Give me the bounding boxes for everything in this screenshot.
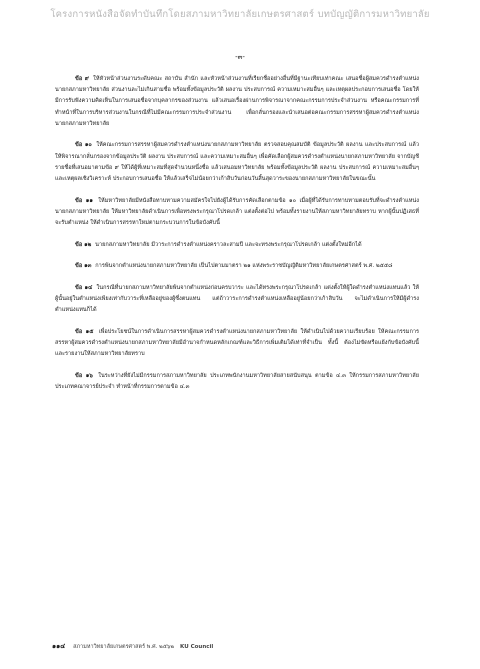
clause-text: ให้คณะกรรมการสรรหาผู้สมควรดำรงตำแหน่งนายกสภามหาวิทยาลัย ตรวจสอบคุณสมบัติ ข้อมูลประวัติ ผลงาน และประสบการณ์ แล้วให้พิจารณากลั่นกรองจากข้อมูลประวัติ ผลงาน ประสบการณ์ และความเหมาะสมอื่นๆ เพื่อคัดเลือกผู้สมควรดำรงตำแหน่งนายกสภามหาวิทยาลัย จากบัญชีรายชื่อที่เสนอมาตามข้อ ๙ ให้ได้ผู้ที่เหมาะสมที่สุดจำนวนหนึ่งชื่อ แล้วเสนอมหาวิทยาลัย พร้อมทั้งข้อมูลประวัติ ผลงาน ประสบการณ์ ความเหมาะสมอื่นๆ และเหตุผลเชิงวิเคราะห์ ประกอบการเสนอชื่อ ให้แล้วเสร็จไม่น้อยกว่าเก้าสิบวันก่อนวันสิ้นสุดวาระของนายกสภามหาวิทยาลัยในขณะนั้น xyxy=(55,142,420,183)
page-footer xyxy=(52,641,432,651)
clause-12 xyxy=(55,240,419,251)
clause-number: ข้อ ๑๑ xyxy=(75,197,93,204)
clause-13 xyxy=(55,261,419,272)
clause-text: ให้มหาวิทยาลัยมีหนังสือทาบทามความสมัครใจไปยังผู้ได้รับการคัดเลือกตามข้อ ๑๐ เมื่อผู้ที่ได้รับการทาบทามตอบรับที่จะดำรงตำแหน่งนายกสภามหาวิทยาลัย ให้มหาวิทยาลัยดำเนินการเพื่อทรงพระกรุณาโปรดเกล้า แต่งตั้งต่อไป พร้อมทั้งรายงานให้สภามหาวิทยาลัยทราบ หากผู้นั้นปฏิเสธที่จะรับตำแหน่ง ให้ดำเนินการสรรหาใหม่ตามกระบวนการในข้อบังคับนี้ xyxy=(55,197,419,227)
footer-text: สภามหาวิทยาลัยเกษตรศาสตร์ พ.ศ. ๒๕๖๒ xyxy=(73,644,175,650)
clause-10 xyxy=(55,140,419,185)
clause-number: ข้อ ๑๐ xyxy=(75,142,92,149)
page-number: -๓- xyxy=(235,53,245,61)
clause-text: การพ้นจากตำแหน่งนายกสภามหาวิทยาลัย เป็นไปตามมาตรา ๒๑ แห่งพระราชบัญญัติมหาวิทยาลัยเกษตรศาสตร์ พ.ศ. ๒๕๕๘ xyxy=(95,263,393,270)
page-header xyxy=(0,0,480,26)
clause-text: ให้หัวหน้าส่วนงานระดับคณะ สถาบัน สำนัก และหัวหน้าส่วนงานที่เรียกชื่ออย่างอื่นที่มีฐานะเทียบเท่าคณะ เสนอชื่อผู้สมควรดำรงตำแหน่งนายกสภามหาวิทยาลัย ส่วนงานละไม่เกินสามชื่อ พร้อมทั้งข้อมูลประวัติ ผลงาน ประสบการณ์ ความเหมาะสมอื่นๆ และเหตุผลประกอบการเสนอชื่อ โดยให้มีการรับฟังความคิดเห็นในการเสนอชื่อจากบุคลากรของส่วนงาน แล้วเสนอเรื่องผ่านการพิจารณาจากคณะกรรมการประจำส่วนงาน หรือคณะกรรมการที่ทำหน้าที่ในการบริหารส่วนงานในกรณีที่ไม่มีคณะกรรมการประจำส่วนงาน เพื่อกลั่นกรองและนำเสนอต่อคณะกรรมการสรรหาผู้สมควรดำรงตำแหน่งนายกสภามหาวิทยาลัย xyxy=(55,76,419,127)
clause-11 xyxy=(55,196,419,230)
clause-number: ข้อ ๑๓ xyxy=(75,263,92,270)
clause-number: ข้อ ๙ xyxy=(75,76,89,82)
clause-16 xyxy=(55,371,419,393)
clause-number: ข้อ ๑๕ xyxy=(75,328,94,335)
clause-text: นายกสภามหาวิทยาลัย มีวาระการดำรงตำแหน่งคราวละสามปี และจะทรงพระกรุณาโปรดเกล้า แต่งตั้งใหม่อีกได้ xyxy=(95,241,362,248)
document-body xyxy=(55,74,419,404)
clause-text: ในกรณีที่นายกสภามหาวิทยาลัยพ้นจากตำแหน่งก่อนครบวาระ และได้ทรงพระกรุณาโปรดเกล้า แต่งตั้งให้ผู้ใดดำรงตำแหน่งแทนแล้ว ให้ผู้นั้นอยู่ในตำแหน่งเพียงเท่ากับวาระที่เหลืออยู่ของผู้ซึ่งตนแทน แต่ถ้าวาระการดำรงตำแหน่งเหลืออยู่น้อยกว่าเก้าสิบวัน จะไม่ดำเนินการให้มีผู้ดำรงตำแหน่งแทนก็ได้ xyxy=(55,284,420,314)
clause-text: ในระหว่างที่ยังไม่มีกรรมการสภามหาวิทยาลัย ประเภทพนักงานมหาวิทยาลัยสายสนับสนุน ตามข้อ ๔.๓ ให้กรรมการสภามหาวิทยาลัย ประเภทคณาจารย์ประจำ ทำหน้าที่กรรมการตามข้อ ๔.๓ xyxy=(55,372,420,390)
clause-number: ข้อ ๑๒ xyxy=(75,241,92,248)
clause-text: เพื่อประโยชน์ในการดำเนินการสรรหาผู้สมควรดำรงตำแหน่งนายกสภามหาวิทยาลัย ให้ดำเนินไปด้วยความเรียบร้อย ให้คณะกรรมการสรรหาผู้สมควรดำรงตำแหน่งนายกสภามหาวิทยาลัยมีอำนาจกำหนดหลักเกณฑ์และวิธีการเพิ่มเติมได้เท่าที่จำเป็น ทั้งนี้ ต้องไม่ขัดหรือแย้งกับข้อบังคับนี้และรายงานให้สภามหาวิทยาลัยทราบ xyxy=(55,328,420,358)
footer-page-number: ๑๑๔ xyxy=(52,642,66,650)
clause-number: ข้อ ๑๔ xyxy=(75,284,93,291)
clause-9 xyxy=(55,74,419,130)
clause-15 xyxy=(55,327,419,361)
clause-14 xyxy=(55,283,419,317)
header-title: โครงการหนังสือจัดทำบันทึกโดยสภามหาวิทยาลัยเกษตรศาสตร์ บทบัญญัติการมหาวิทยาลัย xyxy=(50,9,430,20)
footer-council: KU Council xyxy=(180,644,214,650)
clause-number: ข้อ ๑๖ xyxy=(75,372,93,379)
